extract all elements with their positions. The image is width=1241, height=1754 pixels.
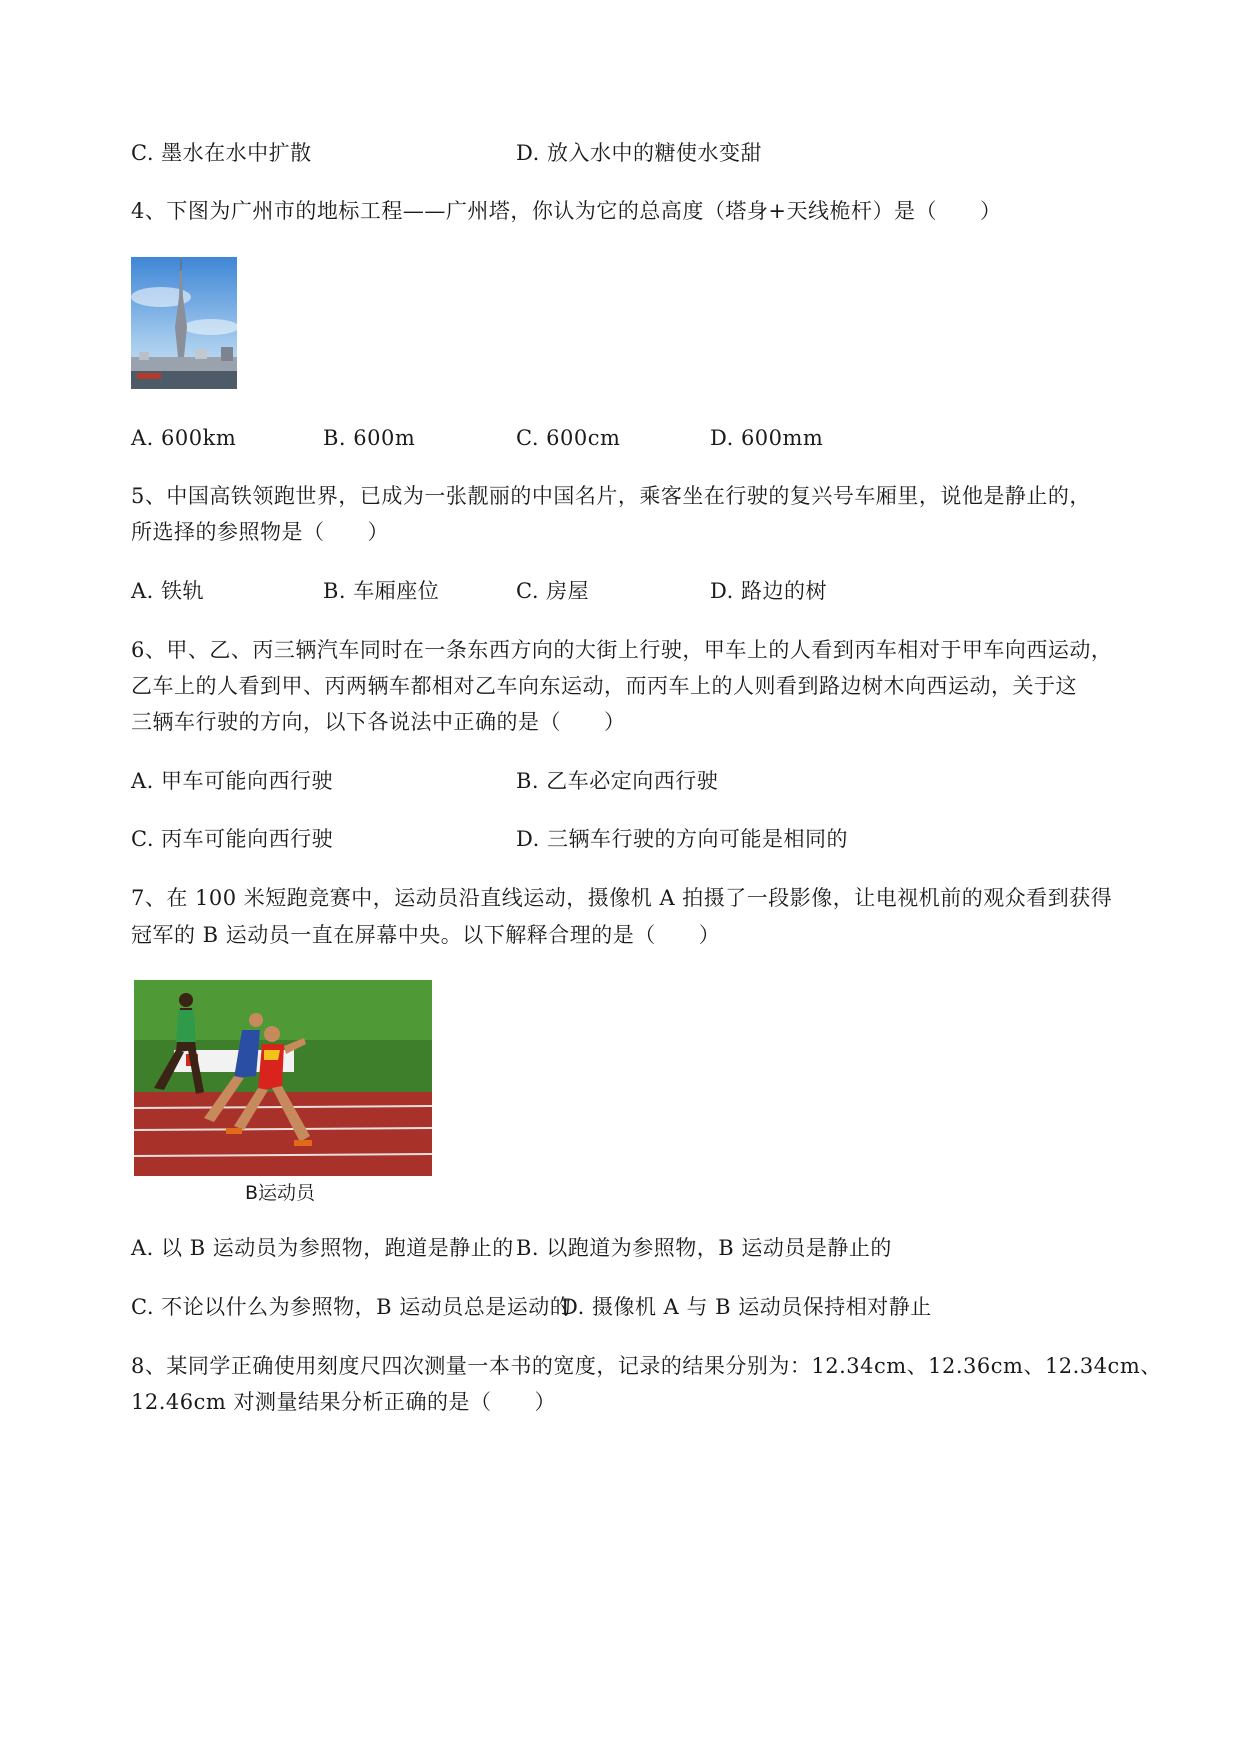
- q6-stem-line1: 6、甲、乙、丙三辆汽车同时在一条东西方向的大街上行驶，甲车上的人看到丙车相对于甲车向西运动，: [131, 638, 1113, 662]
- q6-option-d: D. 三辆车行驶的方向可能是相同的: [516, 827, 848, 851]
- q4-option-b: B. 600m: [323, 426, 416, 450]
- q8-stem-line2: 12.46cm 对测量结果分析正确的是（ ）: [131, 1390, 556, 1414]
- q8-stem-line1: 8、某同学正确使用刻度尺四次测量一本书的宽度，记录的结果分别为：12.34cm、12.36cm、12.34cm、: [131, 1354, 1162, 1378]
- q6-option-b: B. 乙车必定向西行驶: [516, 769, 719, 793]
- q7-option-d: D. 摄像机 A 与 B 运动员保持相对静止: [561, 1295, 932, 1319]
- q5-option-a: A. 铁轨: [131, 579, 205, 603]
- q5-option-c: C. 房屋: [516, 579, 590, 603]
- q5-stem-line1: 5、中国高铁领跑世界，已成为一张靓丽的中国名片，乘客坐在行驶的复兴号车厢里，说他是静止的，: [131, 484, 1091, 508]
- q7-option-c: C. 不论以什么为参照物，B 运动员总是运动的: [131, 1295, 572, 1319]
- q5-option-d: D. 路边的树: [710, 579, 827, 603]
- q6-stem-line2: 乙车上的人看到甲、丙两辆车都相对乙车向东运动，而丙车上的人则看到路边树木向西运动，关于这: [131, 674, 1077, 698]
- q3-option-c: C. 墨水在水中扩散: [131, 141, 312, 165]
- q6-option-c: C. 丙车可能向西行驶: [131, 827, 334, 851]
- q4-option-d: D. 600mm: [710, 426, 824, 450]
- q4-option-c: C. 600cm: [516, 426, 621, 450]
- q7-option-b: B. 以跑道为参照物，B 运动员是静止的: [516, 1236, 892, 1260]
- q4-stem: 4、下图为广州市的地标工程——广州塔，你认为它的总高度（塔身+天线桅杆）是（ ）: [131, 199, 1002, 223]
- q7-option-a: A. 以 B 运动员为参照物，跑道是静止的: [131, 1236, 514, 1260]
- q6-stem-line3: 三辆车行驶的方向，以下各说法中正确的是（ ）: [131, 710, 626, 734]
- canton-tower-photo: [131, 257, 237, 389]
- q7-stem-line1: 7、在 100 米短跑竞赛中，运动员沿直线运动，摄像机 A 拍摄了一段影像，让电视机前的观众看到获得: [131, 886, 1113, 910]
- q6-option-a: A. 甲车可能向西行驶: [131, 769, 334, 793]
- q3-option-d: D. 放入水中的糖使水变甜: [516, 141, 762, 165]
- photo-caption: B运动员: [245, 1182, 316, 1204]
- q5-option-b: B. 车厢座位: [323, 579, 440, 603]
- q5-stem-line2: 所选择的参照物是（ ）: [131, 520, 389, 544]
- q4-option-a: A. 600km: [131, 426, 237, 450]
- sprinters-icon: [134, 980, 432, 1176]
- canton-tower-icon: [131, 257, 237, 389]
- sprinters-photo: [134, 980, 432, 1176]
- q7-stem-line2: 冠军的 B 运动员一直在屏幕中央。以下解释合理的是（ ）: [131, 923, 721, 947]
